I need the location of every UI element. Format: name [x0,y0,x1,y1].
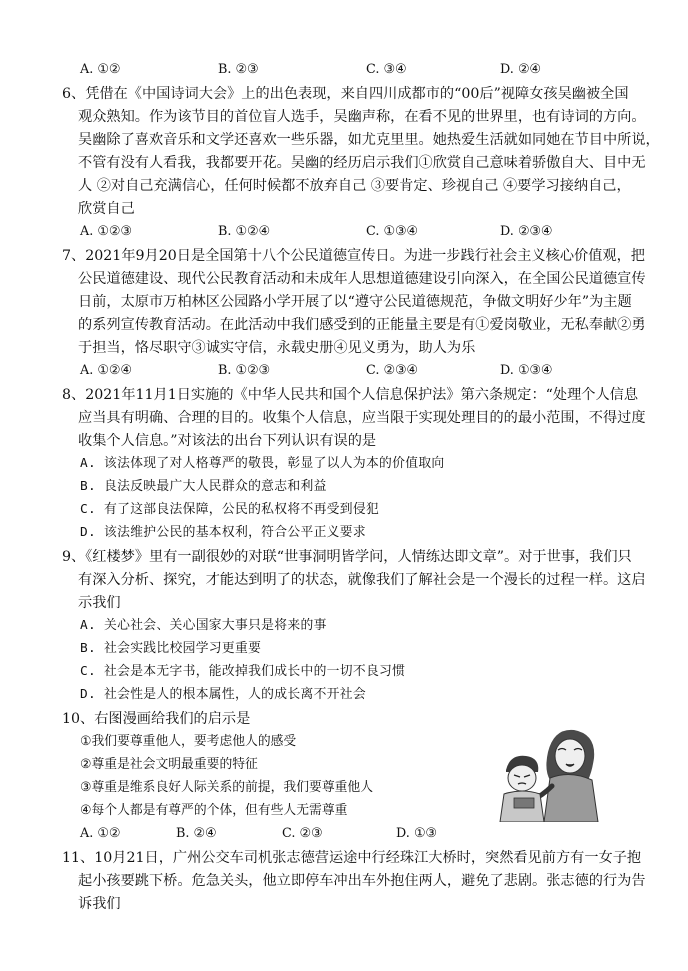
q7-stem-line: 7、2021年9月20日是全国第十八个公民道德宣传日。为进一步践行社会主义核心价值观，把 [62,248,645,264]
q9-choice-c: C. 社会是本无字书，能改掉我们成长中的一切不良习惯 [80,664,406,679]
q7-option-c: C. ②③④ [366,363,418,378]
q7-stem-line: 于担当，恪尽职守③诚实守信，永载史册④见义勇为，助人为乐 [78,340,476,356]
q10-item-4: ④每个人都是有尊严的个体，但有些人无需尊重 [80,803,348,818]
q10-item-1: ①我们要尊重他人，要考虑他人的感受 [80,734,297,749]
q10-option-a: A. ①② [80,826,121,841]
q6-stem-line: 吴幽除了喜欢音乐和文学还喜欢一些乐器，如尤克里里。她热爱生活就如同她在节目中所说， [78,132,660,148]
q11-stem-line: 起小孩要跳下桥。危急关头，他立即停车冲出车外抱住两人，避免了悲剧。张志德的行为告 [78,873,646,889]
q8-stem-line: 8、2021年11月1日实施的《中华人民共和国个人信息保护法》第六条规定：“处理个人信息 [62,387,639,403]
q5-option-a: A. ①② [80,62,121,77]
q8-stem-line: 收集个人信息。”对该法的出台下列认识有误的是 [78,433,377,449]
q6-stem-line: 不管有没有人看我，我都要开花。吴幽的经历启示我们①欣赏自己意味着骄傲自大、目中无 [78,155,646,171]
q5-option-b: B. ②③ [218,62,259,77]
q10-item-2: ②尊重是社会文明最重要的特征 [80,757,258,772]
q7-option-b: B. ①②③ [218,363,270,378]
q6-stem-line: 人 ②对自己充满信心，任何时候都不放弃自己 ③要肯定、珍视自己 ④要学习接纳自己， [78,178,631,194]
q6-option-a: A. ①②③ [80,224,132,239]
q7-option-a: A. ①②④ [80,363,132,378]
q7-stem-line: 的系列宣传教育活动。在此活动中我们感受到的正能量主要是有①爱岗敬业，无私奉献②勇 [78,317,646,333]
q10-option-c: C. ②③ [282,826,323,841]
q7-stem-line: 公民道德建设、现代公民教育活动和未成年人思想道德建设引向深入，在全国公民道德宣传 [78,271,646,287]
q6-stem-line: 观众熟知。作为该节目的首位盲人选手，吴幽声称，在看不见的世界里，也有诗词的方向。 [78,109,646,125]
q9-choice-b: B. 社会实践比校园学习更重要 [80,641,262,656]
cartoon-illustration [478,712,626,822]
q6-stem-line: 6、凭借在《中国诗词大会》上的出色表现，来自四川成都市的“00后”视障女孩吴幽被全国 [62,86,629,102]
q9-stem-line: 示我们 [78,595,121,611]
q6-stem-line: 欣赏自己 [78,201,135,217]
q9-stem-line: 有深入分析、探究，才能达到明了的状态，就像我们了解社会是一个漫长的过程一样。这启 [78,572,646,588]
q5-option-c: C. ③④ [366,62,407,77]
q9-choice-a: A. 关心社会、关心国家大事只是将来的事 [80,618,327,633]
q8-choice-d: D. 该法维护公民的基本权利，符合公平正义要求 [80,525,366,540]
q11-stem-line: 诉我们 [78,896,121,912]
q10-option-d: D. ①③ [396,826,437,841]
q8-choice-b: B. 良法反映最广大人民群众的意志和利益 [80,479,327,494]
q7-stem-line: 日前，太原市万柏林区公园路小学开展了以“遵守公民道德规范，争做文明好少年”为主题 [78,294,632,310]
q9-choice-d: D. 社会性是人的根本属性，人的成长离不开社会 [80,687,366,702]
q10-item-3: ③尊重是维系良好人际关系的前提，我们要尊重他人 [80,780,374,795]
q10-stem: 10、右图漫画给我们的启示是 [62,711,251,727]
q8-choice-a: A. 该法体现了对人格尊严的敬畏，彰显了以人为本的价值取向 [80,456,445,471]
q6-option-b: B. ①②④ [218,224,270,239]
q10-option-b: B. ②④ [176,826,217,841]
q11-stem-line: 11、10月21日，广州公交车司机张志德营运途中行经珠江大桥时，突然看见前方有一女子抱 [62,850,642,866]
q8-stem-line: 应当具有明确、合理的目的。收集个人信息，应当限于实现处理目的的最小范围，不得过度 [78,410,646,426]
q5-option-d: D. ②④ [500,62,541,77]
q7-option-d: D. ①③④ [500,363,553,378]
q6-option-d: D. ②③④ [500,224,553,239]
q6-option-c: C. ①③④ [366,224,418,239]
q8-choice-c: C. 有了这部良法保障，公民的私权将不再受到侵犯 [80,502,380,517]
q9-stem-line: 9、《红楼梦》里有一副很妙的对联“世事洞明皆学问，人情练达即文章”。对于世事，我们只 [62,549,632,565]
